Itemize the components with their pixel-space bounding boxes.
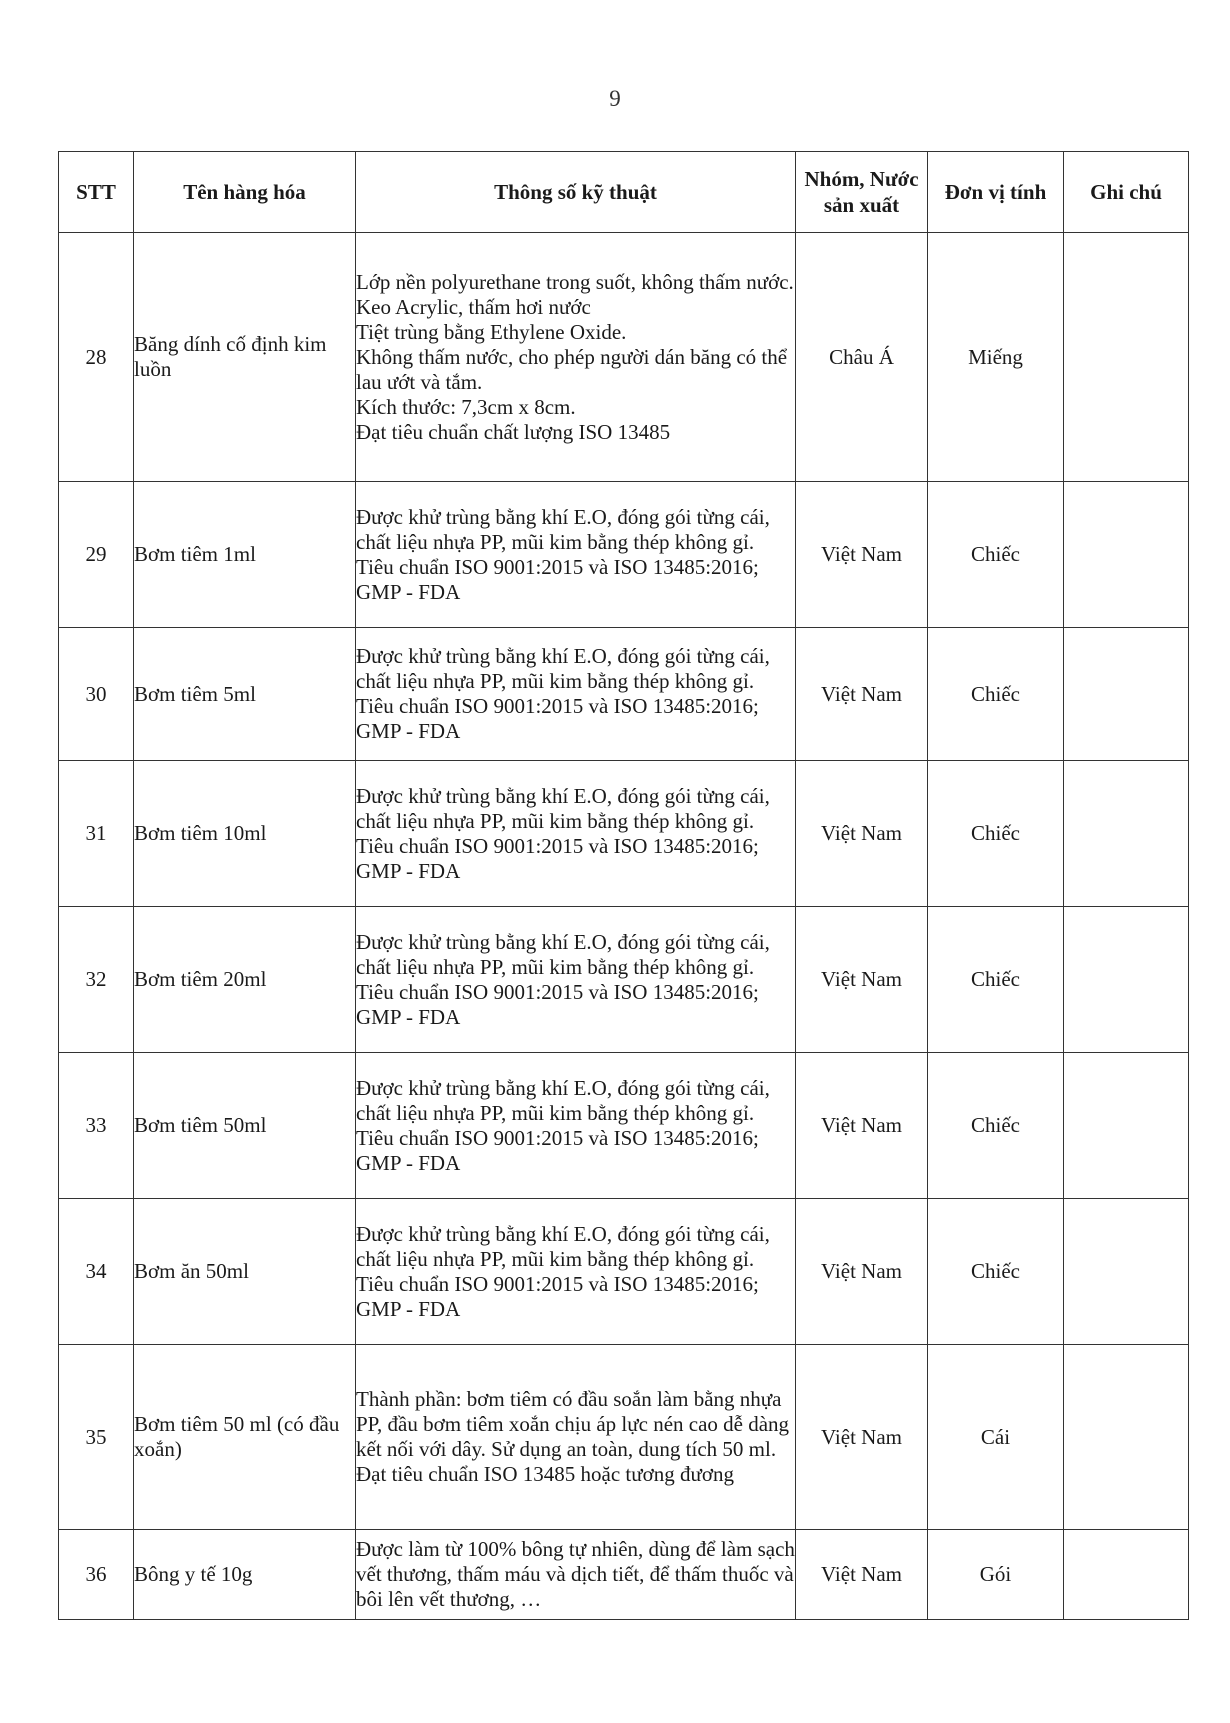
table-row	[59, 761, 1189, 907]
row-unit: Cái	[928, 1345, 1064, 1530]
table-header-row	[59, 152, 1189, 233]
row-name: Bơm tiêm 1ml	[134, 482, 356, 628]
spec-line: Đạt tiêu chuẩn chất lượng ISO 13485	[356, 419, 671, 444]
row-note	[1064, 1053, 1189, 1199]
row-spec	[356, 233, 796, 482]
row-unit: Chiếc	[928, 907, 1064, 1053]
row-group: Việt Nam	[796, 1053, 928, 1199]
row-note	[1064, 907, 1189, 1053]
row-name: Bơm ăn 50ml	[134, 1199, 356, 1345]
header-stt: STT	[59, 152, 134, 233]
row-name: Bông y tế 10g	[134, 1530, 356, 1620]
spec-line: Lớp nền polyurethane trong suốt, không thấm nước.	[356, 269, 794, 294]
row-spec	[356, 761, 796, 907]
page-number: 9	[609, 86, 621, 111]
row-spec	[356, 1053, 796, 1199]
spec-line: Không thấm nước, cho phép người dán băng có thể lau ướt và tắm.	[356, 344, 788, 394]
goods-table	[58, 151, 1189, 1620]
row-stt: 31	[59, 761, 134, 907]
row-stt: 36	[59, 1530, 134, 1620]
header-unit: Đơn vị tính	[928, 152, 1064, 233]
spec-line: Được làm từ 100% bông tự nhiên, dùng để làm sạch vết thương, thấm máu và dịch tiết, để thấm thuốc và bôi lên vết thương, …	[356, 1537, 795, 1611]
row-unit: Chiếc	[928, 628, 1064, 761]
table-row	[59, 1053, 1189, 1199]
table-row	[59, 1345, 1189, 1530]
row-spec	[356, 482, 796, 628]
row-note	[1064, 482, 1189, 628]
spec-line: Được khử trùng bằng khí E.O, đóng gói từng cái, chất liệu nhựa PP, mũi kim bằng thép không gỉ. Tiêu chuẩn ISO 9001:2015 và ISO 13485:2016; GMP - FDA	[356, 644, 770, 743]
spec-line: Thành phần: bơm tiêm có đầu soắn làm bằng nhựa PP, đầu bơm tiêm xoắn chịu áp lực nén cao dễ dàng kết nối với dây. Sử dụng an toàn, dung tích 50 ml. Đạt tiêu chuẩn ISO 13485 hoặc tương đương	[356, 1387, 790, 1486]
row-stt: 35	[59, 1345, 134, 1530]
table-row	[59, 482, 1189, 628]
spec-line: Tiệt trùng bằng Ethylene Oxide.	[356, 319, 627, 344]
row-note	[1064, 628, 1189, 761]
row-group: Việt Nam	[796, 1530, 928, 1620]
table-row	[59, 907, 1189, 1053]
row-stt: 28	[59, 233, 134, 482]
row-stt: 32	[59, 907, 134, 1053]
row-stt: 30	[59, 628, 134, 761]
row-name: Băng dính cố định kim luồn	[134, 233, 356, 482]
row-unit: Chiếc	[928, 1199, 1064, 1345]
row-spec	[356, 1199, 796, 1345]
row-group: Việt Nam	[796, 761, 928, 907]
row-group: Châu Á	[796, 233, 928, 482]
table-row	[59, 1199, 1189, 1345]
row-note	[1064, 1199, 1189, 1345]
row-note	[1064, 761, 1189, 907]
row-group: Việt Nam	[796, 1345, 928, 1530]
row-name: Bơm tiêm 50ml	[134, 1053, 356, 1199]
header-note: Ghi chú	[1064, 152, 1189, 233]
spec-line: Được khử trùng bằng khí E.O, đóng gói từng cái, chất liệu nhựa PP, mũi kim bằng thép không gỉ. Tiêu chuẩn ISO 9001:2015 và ISO 13485:2016; GMP - FDA	[356, 504, 770, 604]
row-name: Bơm tiêm 50 ml (có đầu xoắn)	[134, 1345, 356, 1530]
spec-line: Được khử trùng bằng khí E.O, đóng gói từng cái, chất liệu nhựa PP, mũi kim bằng thép không gỉ. Tiêu chuẩn ISO 9001:2015 và ISO 13485:2016; GMP - FDA	[356, 783, 770, 883]
row-note	[1064, 1345, 1189, 1530]
row-group: Việt Nam	[796, 1199, 928, 1345]
row-spec	[356, 628, 796, 761]
header-group: Nhóm, Nước sản xuất	[796, 152, 928, 233]
row-stt: 34	[59, 1199, 134, 1345]
spec-line: Kích thước: 7,3cm x 8cm.	[356, 394, 576, 419]
row-unit: Gói	[928, 1530, 1064, 1620]
spec-line: Keo Acrylic, thấm hơi nước	[356, 294, 591, 319]
table-row	[59, 628, 1189, 761]
row-name: Bơm tiêm 5ml	[134, 628, 356, 761]
row-group: Việt Nam	[796, 907, 928, 1053]
header-name: Tên hàng hóa	[134, 152, 356, 233]
row-note	[1064, 233, 1189, 482]
row-spec	[356, 1530, 796, 1620]
row-unit: Chiếc	[928, 1053, 1064, 1199]
row-stt: 33	[59, 1053, 134, 1199]
table-body	[59, 233, 1189, 1620]
row-unit: Miếng	[928, 233, 1064, 482]
row-group: Việt Nam	[796, 482, 928, 628]
row-name: Bơm tiêm 10ml	[134, 761, 356, 907]
row-group: Việt Nam	[796, 628, 928, 761]
row-stt: 29	[59, 482, 134, 628]
spec-line: Được khử trùng bằng khí E.O, đóng gói từng cái, chất liệu nhựa PP, mũi kim bằng thép không gỉ. Tiêu chuẩn ISO 9001:2015 và ISO 13485:2016; GMP - FDA	[356, 1075, 770, 1175]
row-name: Bơm tiêm 20ml	[134, 907, 356, 1053]
row-unit: Chiếc	[928, 482, 1064, 628]
table-row	[59, 1530, 1189, 1620]
table-row	[59, 233, 1189, 482]
row-spec	[356, 1345, 796, 1530]
header-spec: Thông số kỹ thuật	[356, 152, 796, 233]
row-note	[1064, 1530, 1189, 1620]
row-unit: Chiếc	[928, 761, 1064, 907]
spec-line: Được khử trùng bằng khí E.O, đóng gói từng cái, chất liệu nhựa PP, mũi kim bằng thép không gỉ. Tiêu chuẩn ISO 9001:2015 và ISO 13485:2016; GMP - FDA	[356, 1221, 770, 1321]
row-spec	[356, 907, 796, 1053]
spec-line: Được khử trùng bằng khí E.O, đóng gói từng cái, chất liệu nhựa PP, mũi kim bằng thép không gỉ. Tiêu chuẩn ISO 9001:2015 và ISO 13485:2016; GMP - FDA	[356, 929, 770, 1029]
